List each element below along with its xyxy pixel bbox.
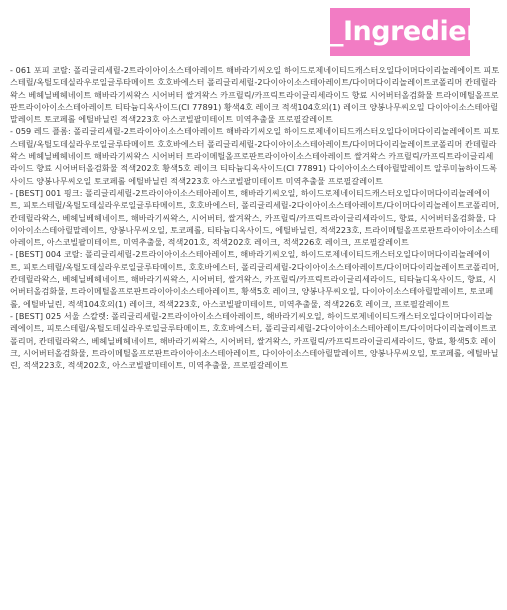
ingredient-entry-001-pink: - [BEST] 001 핑크: 폴리글리세릴-2트라이아이소스테아레이트, 해바라기씨오일, 하이드로제네이티드캐스터오일다이머다이리놀레에이트, 피토스테릴/옥틸도데실라우로일글루타메이트, 호호바에스터, 폴리글리세릴-2다이아이소스테아레이트/다이머다이리놀레이트코폴리머, 칸데릴라왁스, 베헤닐베헤네이트, 해바라기씨왁스, 시어버터, 쌀겨왁스, 카프릴릭/카프릭트라이글리세라이드, 향료, 시어버터올검화물, 다이아이소스테아릴말레이트, 양봉나무씨오일, 토코페롤, 티타늄디옥사이드, 에틸바닐린, 적색223호, 트라이메틸올프로판트라이아이소스테아레이트, 아스코빌팔미테이트, 미역추출물, 적색201호, 적색202호 레이크, 적색226호 레이크, 프로필갈레이트 — [10, 187, 500, 248]
ingredient-title-badge — [330, 8, 498, 56]
ingredient-entry-004-coral: - [BEST] 004 코랄: 폴리글리세릴-2트라이아이소스테아레이트, 해바라기씨오일, 하이드로제네이티드캐스터오일다이머다이리놀레에이트, 피토스테릴/옥틸도데실라우로일글루타메이트, 호호바에스터, 폴리글리세릴-2다이아이소스테아레이트/다이머다이리놀레이트코폴리머, 칸데릴라왁스, 베헤닐베헤네이트, 해바라기씨왁스, 시어버터, 쌀겨왁스, 카프릴릭/카프릭트라이글리세라이드, 티타늄디옥사이드, 향료, 시어버터올검화물, 트라이메틸올프로판트라이아이소스테아레이트, 황색5호 레이크, 양봉나무씨오일, 다이아이소스테아릴말레이트, 토코페롤, 에틸바닐린, 적색104호의(1) 레이크, 적색223호, 아스코빌팔미테이트, 미역추출물, 적색226호 레이크, 프로필갈레이트 — [10, 249, 500, 309]
ingredient-entry-059-red-plum: - 059 레드 플롬: 폴리글리세릴-2트라이아이소스테아레이트 해바라기씨오일 하이드로제네이티드캐스터오일다이머다이리놀레에이트 피토스테릴/옥틸도데실라우로일글루타메이트 호호바에스터 폴리글리세릴-2다이아이소스테아레이트/다이머다이리놀레이트코폴리머 칸데릴라왁스 베헤닐베헤네이트 해바라기씨왁스 시어버터 트라이메틸올프로판트라이아이소스테아레이트 쌀겨왁스 카프릴릭/카프릭트라이글리세라이드 향료 시어버터올검화물 적색202호 황색5호 레이크 티타늄디옥사이드(CI 77891) 다이아이소스테아릴말레이트 알루미늄하이드록사이드 양봉나무씨오일 토코페롤 에틸바닐린 적색223호 아스코빌팔미테이트 미역추출물 프로필갈레이트 — [10, 126, 500, 186]
ingredient-entry-025-seoul-scarlet: - [BEST] 025 서울 스칼렛: 폴리글리세릴-2트라이아이소스테아레이트, 해바라기씨오일, 하이드로제네이티드캐스터오일다이머다이리놀레에이트, 피토스테릴/옥틸도데실라우로일글루타메이트, 호호바에스터, 폴리글리세릴-2다이아이소스테아레이트/다이머다이리놀레이트코폴리머, 칸데릴라왁스, 베헤닐베헤네이트, 해바라기씨왁스, 시어버터, 쌀겨왁스, 카프릴릭/카프릭트라이글리세라이드, 향료, 황색5호 레이크, 시어버터올검화물, 트라이메틸올프로판트라이아이소스테아레이트, 다이아이소스테아릴말레이트, 양봉나무씨오일, 토코페롤, 에틸바닐린, 적색223호, 적색202호, 아스코빌팔미테이트, 미역추출물, 프로필갈레이트 — [10, 310, 499, 371]
ingredient-title: _Ingredient — [330, 16, 498, 47]
ingredient-list — [10, 64, 500, 371]
ingredient-entry-061-poppy-coral: - 061 포피 코랄: 폴리글리세릴-2트라이아이소스테아레이트 해바라기씨오일 하이드로제네이티드캐스터오일다이머다이리놀레에이트 피토스테릴/옥틸도데실라우로일글루타메이트 호호바에스터 폴리글리세릴-2다이아이소스테아레이트/다이머다이리놀레이트코폴리머 칸데릴라왁스 베헤닐베헤네이트 해바라기씨왁스 시어버터 쌀겨왁스 카프릴릭/카프릭트라이글리세라이드 향료 시어버터올검화물 트라이메틸올프로판트라이아이소스테아레이트 티타늄디옥사이드(CI 77891) 황색4호 레이크 적색104호의(1) 레이크 양봉나무씨오일 다이아이소스테아릴말레이트 토코페롤 에틸바닐린 적색223호 아스코빌팔미테이트 미역추출물 프로필갈레이트 — [10, 65, 500, 125]
